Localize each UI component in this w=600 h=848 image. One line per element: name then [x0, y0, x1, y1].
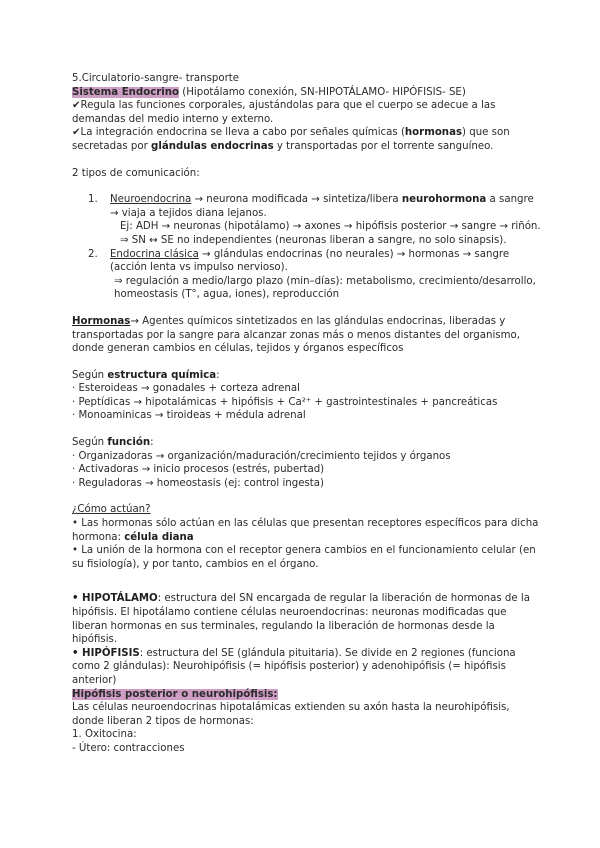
- hormonas-definition: [72, 315, 542, 356]
- celula-diana-bold: célula diana: [124, 531, 194, 543]
- neurohipofisis-text: Las células neuroendocrinas hipotalámicas extienden su axón hasta la neurohipófisis, donde liberan 2 tipos de hormonas:: [72, 702, 510, 727]
- funcion-heading: [72, 436, 542, 450]
- estructura-bold: estructura química: [107, 369, 217, 381]
- check2-text-e: y transportadas por el torrente sanguíneo.: [273, 140, 494, 152]
- sistema-title-line: [72, 86, 542, 100]
- comm-title: 2 tipos de comunicación:: [72, 167, 200, 179]
- hipofisis-text: : estructura del SE (glándula pituitaria). Se divide en 2 regiones (funciona como 2 glándulas): Neurohipófisis (= hipófisis posterior) y adenohipófisis (= hipófisis anterior): [72, 647, 516, 686]
- check2-bold-hormonas: hormonas: [404, 127, 463, 139]
- check2-bold-glandulas: glándulas endocrinas: [151, 140, 274, 152]
- utero-subitem: - Útero: contracciones: [72, 742, 185, 754]
- oxitocina-item: 1. Oxitocina:: [72, 729, 137, 741]
- funcion-bold: función: [107, 437, 151, 449]
- sistema-subtitle: (Hipotálamo conexión, SN-HIPOTÁLAMO- HIPÓFISIS- SE): [179, 86, 466, 98]
- neuroendocrina-term: Neuroendocrina: [110, 194, 192, 206]
- actuan-paragraph-2: • La unión de la hormona con el receptor genera cambios en el funcionamiento celular (en su fisiología), y por tanto, cambios en el órgano.: [72, 545, 536, 570]
- neurohipofisis-heading-line: [72, 688, 542, 702]
- funcion-intro: Según: [72, 437, 108, 449]
- list-item: · Reguladoras → homeostasis (ej: control ingesta): [72, 477, 324, 489]
- estructura-colon: :: [216, 369, 220, 381]
- actuan-p1-text: • Las hormonas sólo actúan en las células que presentan receptores específicos para dicha hormona:: [72, 518, 539, 543]
- section-header: 5.Circulatorio-sangre- transporte: [72, 73, 240, 84]
- hormonas-term: Hormonas: [72, 315, 131, 327]
- comm-item1-text-b: a sangre → viaja a tejidos diana lejanos.: [110, 194, 534, 219]
- hipotalamo-text: : estructura del SN encargada de regular la liberación de hormonas de la hipófisis. El hipotálamo contiene células neuroendocrinas: neuronas modificadas que liberan hormonas en sus terminales, regulando la liberación de hormonas desde la hipófisis.: [72, 593, 530, 646]
- comm-item2-text: [110, 248, 542, 275]
- hormonas-def-text: → Agentes químicos sintetizados en las glándulas endocrinas, liberadas y transportadas por la sangre para alcanzar zonas más o menos distantes del organismo, donde generan cambios en células, tejidos y órganos específicos: [72, 315, 521, 355]
- hipofisis-paragraph: [72, 647, 542, 688]
- neurohipofisis-heading: Hipófisis posterior o neurohipófisis:: [72, 688, 278, 700]
- list-item: · Monoaminicas → tiroideas + médula adrenal: [72, 410, 306, 422]
- comm-item-neuroendocrina: [72, 193, 542, 247]
- comm-list: [72, 193, 542, 302]
- list-number: 1.: [88, 194, 98, 206]
- comm-item1-text-a: → neurona modificada → sintetiza/libera: [191, 194, 402, 206]
- comm-item2-note: ⇒ regulación a medio/largo plazo (min–días): metabolismo, crecimiento/desarrollo, homeostasis (T°, agua, iones), reproducción: [114, 275, 536, 301]
- list-number: 2.: [88, 248, 98, 260]
- check-paragraph-1: ✔Regula las funciones corporales, ajustándolas para que el cuerpo se adecue a las demandas del medio interno y externo.: [72, 100, 496, 125]
- neurohormona-bold: neurohormona: [401, 194, 487, 206]
- check-paragraph-2: [72, 126, 542, 153]
- comm-item-endocrina-clasica: [72, 248, 542, 302]
- comm-item1-text: [110, 193, 542, 220]
- funcion-colon: :: [150, 437, 154, 449]
- comm-item1-note: ⇒ SN ↔ SE no independientes (neuronas liberan a sangre, no solo sinapsis).: [120, 234, 507, 246]
- check2-text-c: ) que son secretadas por: [72, 127, 510, 152]
- actuan-heading: ¿Cómo actúan?: [72, 504, 151, 516]
- comm-item2-desc: → glándulas endocrinas (no neurales) → hormonas → sangre (acción lenta vs impulso nervioso).: [110, 248, 510, 274]
- hipotalamo-bold: • HIPOTÁLAMO: [72, 593, 158, 605]
- actuan-paragraph-1: [72, 517, 542, 544]
- list-item: · Activadoras → inicio procesos (estrés, pubertad): [72, 464, 325, 476]
- check2-text-a: ✔La integración endocrina se lleva a cabo por señales químicas (: [72, 127, 405, 139]
- hipotalamo-paragraph: [72, 592, 542, 646]
- comm-item1-example: Ej: ADH → neuronas (hipotálamo) → axones → hipófisis posterior → sangre → riñón.: [120, 221, 541, 233]
- list-item: · Peptídicas → hipotalámicas + hipófisis + Ca²⁺ + gastrointestinales + pancreáticas: [72, 396, 498, 408]
- estructura-heading: [72, 369, 542, 383]
- sistema-endocrino-heading: Sistema Endocrino: [72, 86, 180, 98]
- list-item: · Esteroideas → gonadales + corteza adrenal: [72, 383, 300, 395]
- document-page: [72, 72, 542, 756]
- endocrina-clasica-term: Endocrina clásica: [110, 248, 199, 260]
- hipofisis-bold: • HIPÓFISIS: [72, 647, 140, 659]
- estructura-intro: Según: [72, 369, 108, 381]
- list-item: · Organizadoras → organización/maduración/crecimiento tejidos y órganos: [72, 450, 451, 462]
